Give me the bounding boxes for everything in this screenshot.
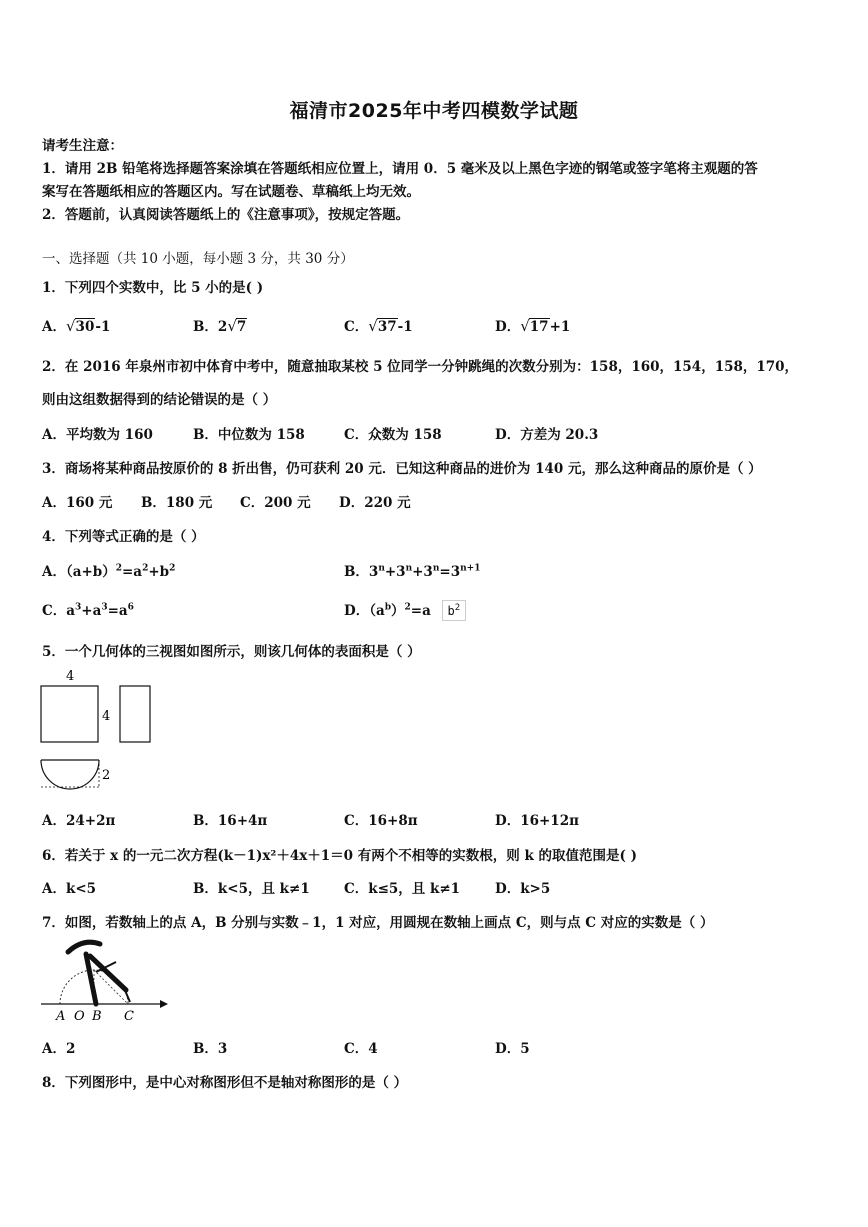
q4-stem: 4．下列等式正确的是（ ） <box>42 529 205 545</box>
q6-option-d: D．k>5 <box>495 881 551 897</box>
q4-option-d: D．$(a^b)^2=a$ $b^2$ <box>344 599 466 621</box>
notice-line-1a: 1．请用 2B 铅笔将选择题答案涂填在答题纸相应位置上，请用 0．5 毫米及以上黑色字迹的钢笔或签字笔将主观题的答 <box>42 161 758 177</box>
q5-option-d: D．16+12π <box>495 813 579 829</box>
label-point-c: C <box>124 1009 134 1024</box>
q3-option-a: A．160 元 <box>42 495 113 511</box>
q5-option-c: C．16+8π <box>344 813 418 829</box>
q4-d-exponent-box: $b^2$ <box>442 600 467 621</box>
q1-option-b: B．2√7 <box>193 317 247 335</box>
top-view-semicircle <box>41 760 99 789</box>
q5-option-a: A．24+2π <box>42 813 116 829</box>
q6-option-b: B．k<5，且 k≠1 <box>193 881 310 897</box>
label-arc-depth: 2 <box>102 768 111 783</box>
q8-stem: 8．下列图形中，是中心对称图形但不是轴对称图形的是（ ） <box>42 1075 408 1091</box>
q2-stem-line-2: 则由这组数据得到的结论错误的是（ ） <box>42 392 277 408</box>
notice-line-1b: 案写在答题纸相应的答题区内。写在试题卷、草稿纸上均无效。 <box>42 184 420 200</box>
three-view-diagram <box>36 666 126 796</box>
q2-option-c: C．众数为 158 <box>344 427 442 443</box>
q3-option-b: B．180 元 <box>141 495 213 511</box>
q5-stem: 5．一个几何体的三视图如图所示，则该几何体的表面积是（ ） <box>42 644 421 660</box>
label-top-width: 4 <box>66 669 75 684</box>
q6-option-c: C．k≤5，且 k≠1 <box>344 881 461 897</box>
q1-stem: 1．下列四个实数中，比 5 小的是( ) <box>42 280 264 296</box>
label-point-b: B <box>92 1009 102 1024</box>
q1-option-a: A．√30-1 <box>42 317 111 335</box>
front-view-square <box>41 686 98 742</box>
q4-option-c: C．$a^3+a^3=a^6$ <box>42 602 134 619</box>
compass-numberline-diagram <box>38 934 170 1026</box>
q1-option-c: C．√37-1 <box>344 317 413 335</box>
compass-icon <box>68 942 130 1004</box>
label-point-o: O <box>74 1009 85 1024</box>
page-title: 福清市2025年中考四模数学试题 <box>289 100 579 122</box>
q7-option-c: C．4 <box>344 1041 378 1057</box>
notice-heading: 请考生注意： <box>42 138 123 154</box>
notice-line-2: 2．答题前，认真阅读答题纸上的《注意事项》，按规定答题。 <box>42 207 410 223</box>
q3-option-d: D．220 元 <box>339 495 411 511</box>
q2-stem-line-1: 2．在 2016 年泉州市初中体育中考中，随意抽取某校 5 位同学一分钟跳绳的次数分别为：158，160，154，158，170， <box>42 359 799 375</box>
q6-stem: 6．若关于 x 的一元二次方程(k－1)x²＋4x＋1＝0 有两个不相等的实数根，则 k 的取值范围是( ) <box>42 848 637 864</box>
q5-option-b: B．16+4π <box>193 813 268 829</box>
q7-option-b: B．3 <box>193 1041 228 1057</box>
q7-stem: 7．如图，若数轴上的点 A，B 分别与实数﹣1，1 对应，用圆规在数轴上画点 C，则与点 C 对应的实数是（ ） <box>42 915 714 931</box>
q6-option-a: A．k<5 <box>42 881 97 897</box>
axis-arrow-icon <box>160 1000 168 1008</box>
q2-option-a: A．平均数为 160 <box>42 427 153 443</box>
q3-stem: 3．商场将某种商品按原价的 8 折出售，仍可获利 20 元．已知这种商品的进价为 140 元，那么这种商品的原价是（ ） <box>42 461 762 477</box>
label-side-height: 4 <box>102 709 111 724</box>
label-point-a: A <box>56 1009 66 1024</box>
q4-option-b: B．$3^n+3^n+3^n=3^{n+1}$ <box>344 563 481 580</box>
q4-option-a: A．$(a+b)^2=a^2+b^2$ <box>42 563 176 580</box>
q7-option-d: D．5 <box>495 1041 530 1057</box>
side-view-rect <box>118 684 154 746</box>
q7-option-a: A．2 <box>42 1041 76 1057</box>
section-heading: 一、选择题（共 10 小题，每小题 3 分，共 30 分） <box>42 251 354 267</box>
q2-option-d: D．方差为 20.3 <box>495 427 599 443</box>
q3-option-c: C．200 元 <box>240 495 311 511</box>
q2-option-b: B．中位数为 158 <box>193 427 305 443</box>
q1-option-d: D．√17+1 <box>495 317 571 335</box>
